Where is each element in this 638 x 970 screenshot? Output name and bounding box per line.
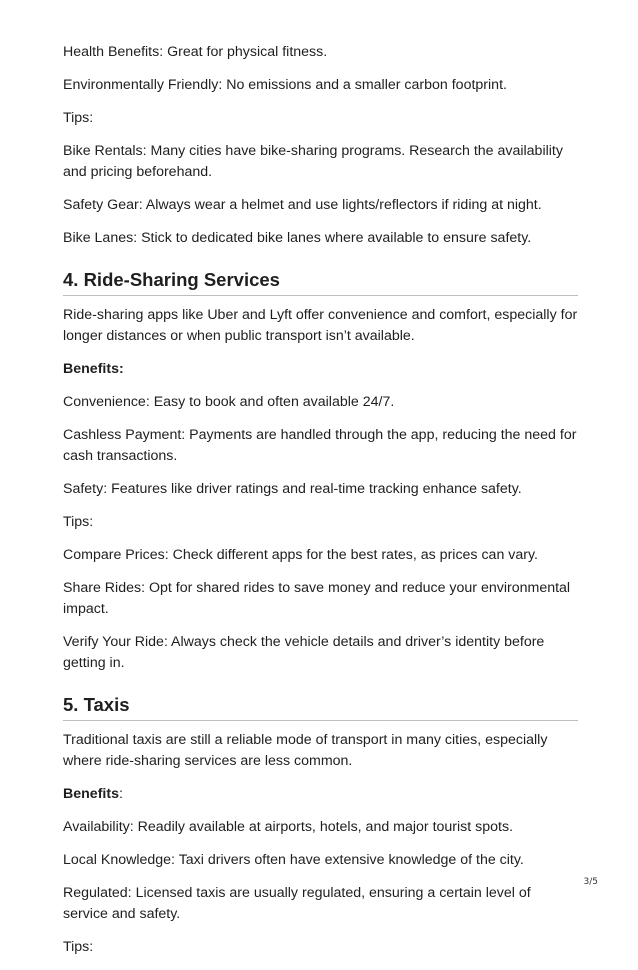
tips-label: Tips: [63, 110, 94, 126]
tips-label: Tips: [63, 514, 94, 530]
page-number: 3/5 [583, 877, 598, 887]
tip-safety-gear: Safety Gear: Always wear a helmet and use lights/reflectors if riding at night. [63, 197, 542, 213]
benefit-cashless-payment: Cashless Payment: Payments are handled through the app, reducing the need for cash transactions. [63, 427, 577, 464]
benefit-local-knowledge: Local Knowledge: Taxi drivers often have extensive knowledge of the city. [63, 852, 524, 868]
tip-bike-rentals: Bike Rentals: Many cities have bike-sharing programs. Research the availability and pricing beforehand. [63, 143, 563, 180]
section-heading-taxis: 5. Taxis [63, 693, 578, 721]
tip-compare-prices: Compare Prices: Check different apps for the best rates, as prices can vary. [63, 547, 538, 563]
benefit-convenience: Convenience: Easy to book and often available 24/7. [63, 394, 395, 410]
benefits-label-text: Benefits: [63, 361, 124, 377]
benefits-colon: : [118, 786, 123, 802]
benefit-regulated: Regulated: Licensed taxis are usually regulated, ensuring a certain level of service and safety. [63, 885, 531, 922]
taxis-intro: Traditional taxis are still a reliable mode of transport in many cities, especially where ride-sharing services are less common. [63, 732, 548, 769]
tip-share-rides: Share Rides: Opt for shared rides to save money and reduce your environmental impact. [63, 580, 571, 617]
benefits-label [63, 784, 578, 805]
benefits-label-text: Benefits [63, 786, 119, 802]
paragraph-environmentally-friendly: Environmentally Friendly: No emissions and a smaller carbon footprint. [63, 77, 507, 93]
document-page [63, 42, 578, 970]
benefit-safety: Safety: Features like driver ratings and real-time tracking enhance safety. [63, 481, 522, 497]
paragraph-health-benefits: Health Benefits: Great for physical fitness. [63, 44, 328, 60]
section-heading-ride-sharing: 4. Ride-Sharing Services [63, 268, 578, 296]
benefit-availability: Availability: Readily available at airports, hotels, and major tourist spots. [63, 819, 514, 835]
ride-sharing-intro: Ride-sharing apps like Uber and Lyft offer convenience and comfort, especially for longer distances or when public transport isn’t available. [63, 307, 578, 344]
tip-verify-ride: Verify Your Ride: Always check the vehicle details and driver’s identity before getting in. [63, 634, 545, 671]
benefits-label [63, 359, 578, 380]
tips-label: Tips: [63, 939, 94, 955]
tip-bike-lanes: Bike Lanes: Stick to dedicated bike lanes where available to ensure safety. [63, 230, 532, 246]
